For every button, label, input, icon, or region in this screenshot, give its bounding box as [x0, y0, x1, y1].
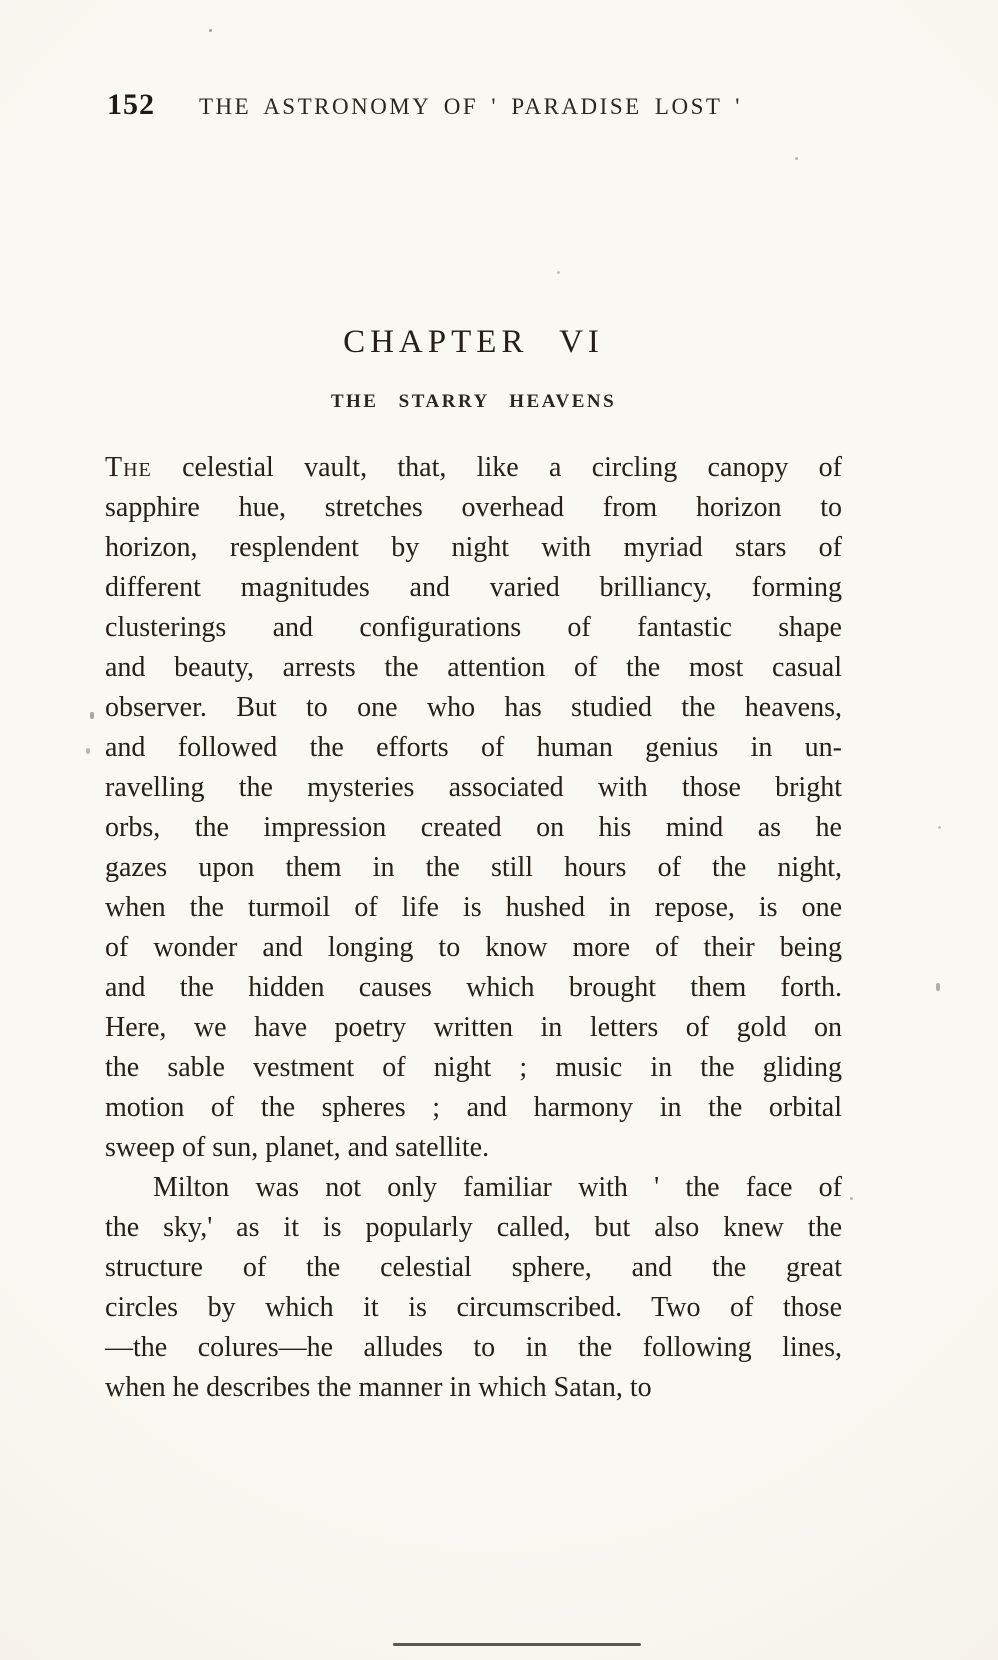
running-header: [107, 88, 878, 122]
text-line: and followed the efforts of human genius in un-: [105, 732, 842, 763]
text-line: different magnitudes and varied brilliancy, forming: [105, 572, 842, 603]
text-line: gazes upon them in the still hours of the night,: [105, 852, 842, 883]
text-line: of wonder and longing to know more of their being: [105, 932, 842, 963]
paragraph-lead-word: The: [105, 452, 152, 483]
scan-speck: [936, 983, 940, 991]
text-line: orbs, the impression created on his mind as he: [105, 812, 842, 843]
text-line: and beauty, arrests the attention of the most casual: [105, 652, 842, 683]
running-title: THE ASTRONOMY OF ' PARADISE LOST ': [199, 94, 742, 119]
text-line: and the hidden causes which brought them forth.: [105, 972, 842, 1003]
scan-artifact-line: [393, 1643, 641, 1646]
page-number: 152: [107, 88, 155, 121]
text-line: the sable vestment of night ; music in the gliding: [105, 1052, 842, 1083]
text-line: observer. But to one who has studied the heavens,: [105, 692, 842, 723]
scan-speck: [557, 271, 560, 274]
text-line: motion of the spheres ; and harmony in the orbital: [105, 1092, 842, 1123]
text-line: circles by which it is circumscribed. Two of those: [105, 1292, 842, 1323]
text-line: sapphire hue, stretches overhead from horizon to: [105, 492, 842, 523]
text-line: Here, we have poetry written in letters of gold on: [105, 1012, 842, 1043]
text-line: structure of the celestial sphere, and the great: [105, 1252, 842, 1283]
scan-speck: [209, 29, 212, 32]
scan-speck: [850, 1197, 853, 1200]
chapter-subtitle: THE STARRY HEAVENS: [330, 391, 617, 412]
text-line: The celestial vault, that, like a circling canopy of: [105, 452, 842, 483]
scan-speck: [795, 157, 798, 160]
body-text: [105, 448, 842, 1408]
text-line: —the colures—he alludes to in the following lines,: [105, 1332, 842, 1363]
scan-speck: [86, 748, 90, 754]
text-line: clusterings and configurations of fantastic shape: [105, 612, 842, 643]
text-line: horizon, resplendent by night with myriad stars of: [105, 532, 842, 563]
chapter-title: CHAPTER VI: [343, 324, 604, 360]
scan-speck: [90, 712, 94, 719]
text-line: when he describes the manner in which Satan, to: [105, 1372, 652, 1403]
text-line: Milton was not only familiar with ' the face of: [153, 1172, 842, 1203]
text-line: when the turmoil of life is hushed in repose, is one: [105, 892, 842, 923]
text-line: ravelling the mysteries associated with those bright: [105, 772, 842, 803]
scan-speck: [938, 826, 941, 829]
text-line: the sky,' as it is popularly called, but also knew the: [105, 1212, 842, 1243]
text-line: sweep of sun, planet, and satellite.: [105, 1132, 490, 1163]
